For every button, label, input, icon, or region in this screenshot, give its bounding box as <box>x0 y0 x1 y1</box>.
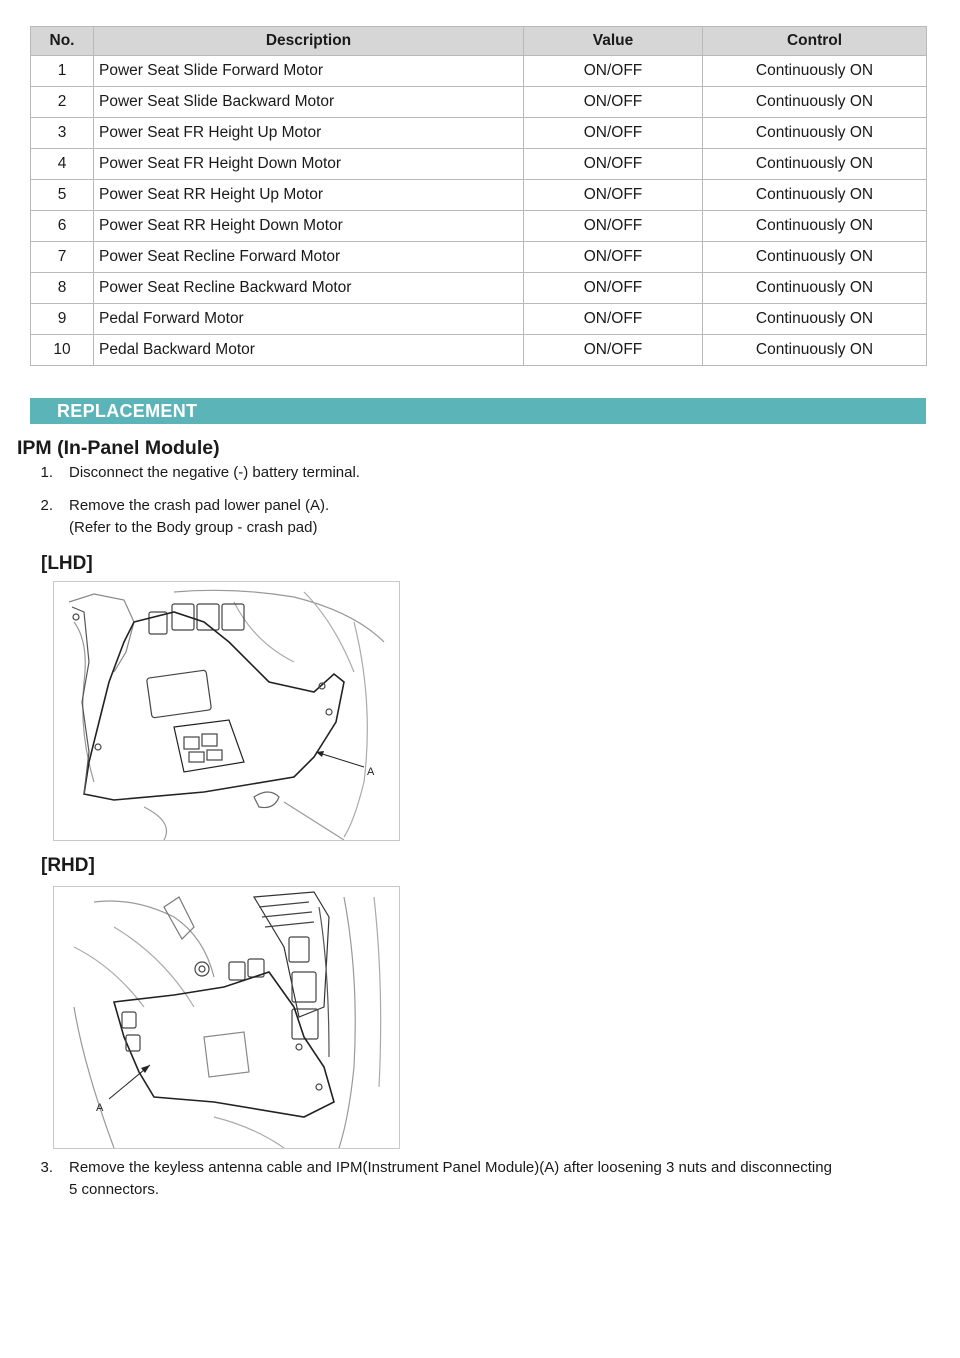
step-number: 2. <box>40 497 53 514</box>
row-number: 6 <box>31 211 94 242</box>
row-control: Continuously ON <box>703 335 927 366</box>
row-value: ON/OFF <box>524 335 703 366</box>
row-number: 1 <box>31 56 94 87</box>
row-description: Power Seat FR Height Down Motor <box>94 149 524 180</box>
header-control: Control <box>703 27 927 56</box>
table-row <box>31 87 927 118</box>
rhd-illustration <box>54 887 399 1148</box>
lhd-callout-label: A <box>367 766 375 778</box>
row-value: ON/OFF <box>524 87 703 118</box>
row-number: 8 <box>31 273 94 304</box>
row-control: Continuously ON <box>703 211 927 242</box>
row-value: ON/OFF <box>524 180 703 211</box>
lhd-label: [LHD] <box>41 553 93 574</box>
replacement-banner: REPLACEMENT <box>30 398 926 424</box>
row-number: 4 <box>31 149 94 180</box>
row-description: Pedal Forward Motor <box>94 304 524 335</box>
lhd-figure <box>53 581 400 841</box>
row-control: Continuously ON <box>703 304 927 335</box>
step-text-continued: 5 connectors. <box>69 1181 160 1198</box>
control-table <box>30 26 927 366</box>
table-row <box>31 149 927 180</box>
table-header-row <box>31 27 927 56</box>
step-number: 1. <box>40 464 53 481</box>
step-text: Disconnect the negative (-) battery terminal. <box>69 464 360 481</box>
row-description: Power Seat Recline Backward Motor <box>94 273 524 304</box>
header-value: Value <box>524 27 703 56</box>
row-description: Power Seat Slide Forward Motor <box>94 56 524 87</box>
row-number: 3 <box>31 118 94 149</box>
table-row <box>31 304 927 335</box>
row-control: Continuously ON <box>703 56 927 87</box>
step-text: Remove the crash pad lower panel (A). <box>69 497 330 514</box>
table-row <box>31 211 927 242</box>
row-control: Continuously ON <box>703 242 927 273</box>
header-description: Description <box>94 27 524 56</box>
step-note: (Refer to the Body group - crash pad) <box>69 519 318 536</box>
row-description: Power Seat Slide Backward Motor <box>94 87 524 118</box>
row-value: ON/OFF <box>524 242 703 273</box>
table-row <box>31 242 927 273</box>
rhd-callout-label: A <box>96 1102 104 1114</box>
row-value: ON/OFF <box>524 118 703 149</box>
table-row <box>31 118 927 149</box>
row-control: Continuously ON <box>703 180 927 211</box>
row-value: ON/OFF <box>524 56 703 87</box>
rhd-figure <box>53 886 400 1149</box>
row-description: Power Seat Recline Forward Motor <box>94 242 524 273</box>
row-description: Power Seat RR Height Up Motor <box>94 180 524 211</box>
row-value: ON/OFF <box>524 304 703 335</box>
row-description: Pedal Backward Motor <box>94 335 524 366</box>
row-control: Continuously ON <box>703 149 927 180</box>
table-row <box>31 180 927 211</box>
row-value: ON/OFF <box>524 273 703 304</box>
section-title: IPM (In-Panel Module) <box>17 437 220 459</box>
row-value: ON/OFF <box>524 149 703 180</box>
row-control: Continuously ON <box>703 118 927 149</box>
table-row <box>31 56 927 87</box>
table-row <box>31 273 927 304</box>
rhd-label: [RHD] <box>41 855 95 876</box>
row-number: 10 <box>31 335 94 366</box>
row-number: 7 <box>31 242 94 273</box>
row-control: Continuously ON <box>703 273 927 304</box>
row-control: Continuously ON <box>703 87 927 118</box>
step-number: 3. <box>40 1159 53 1176</box>
table-row <box>31 335 927 366</box>
step-text: Remove the keyless antenna cable and IPM(Instrument Panel Module)(A) after loosening 3 nuts and disconnecting <box>69 1159 832 1176</box>
row-number: 2 <box>31 87 94 118</box>
header-no: No. <box>31 27 94 56</box>
row-description: Power Seat RR Height Down Motor <box>94 211 524 242</box>
lhd-illustration <box>54 582 399 840</box>
row-number: 9 <box>31 304 94 335</box>
row-description: Power Seat FR Height Up Motor <box>94 118 524 149</box>
row-value: ON/OFF <box>524 211 703 242</box>
row-number: 5 <box>31 180 94 211</box>
